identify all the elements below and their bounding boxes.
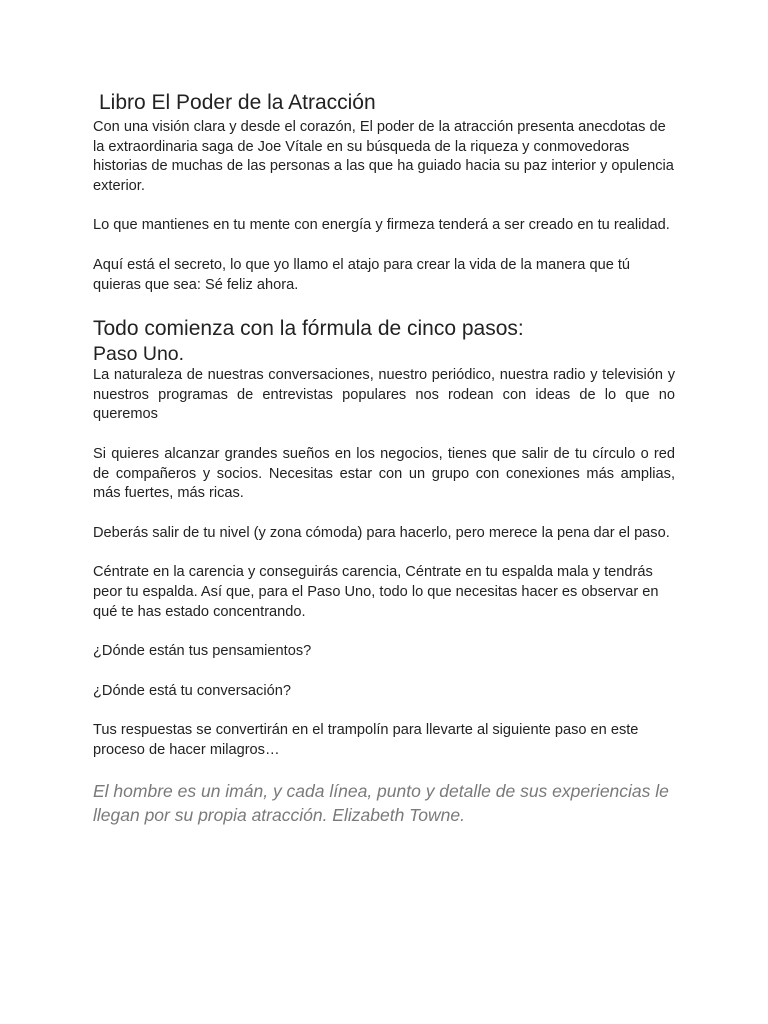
closing-quote: El hombre es un imán, y cada línea, punto y detalle de sus experiencias le llegan por su propia atracción. Elizabeth Towne. — [93, 781, 669, 825]
intro-paragraph: Lo que mantienes en tu mente con energía y firmeza tenderá a ser creado en tu realidad. — [93, 217, 670, 234]
question-paragraph: ¿Dónde están tus pensamientos? — [93, 643, 312, 660]
document-body — [93, 90, 675, 827]
intro-paragraph: Con una visión clara y desde el corazón, El poder de la atracción presenta anecdotas de la extraordinaria saga de Joe Vítale en su búsqueda de la riqueza y conmovedoras historias de muchas de las personas a las que ha guiado hacia su paz interior y opulencia exterior. — [93, 119, 674, 194]
step-paragraph: La naturaleza de nuestras conversaciones, nuestro periódico, nuestra radio y televisión y nuestros programas de entrevistas populares nos rodean con ideas de lo que no queremos — [93, 367, 675, 423]
intro-paragraph: Aquí está el secreto, lo que yo llamo el atajo para crear la vida de la manera que tú quieras que sea: Sé feliz ahora. — [93, 256, 631, 293]
step-paragraph: Deberás salir de tu nivel (y zona cómoda) para hacerlo, pero merece la pena dar el paso. — [93, 524, 670, 541]
document-title: Libro El Poder de la Atracción — [99, 91, 376, 114]
section-heading: Todo comienza con la fórmula de cinco pasos: — [93, 317, 524, 341]
step-heading: Paso Uno. — [93, 343, 185, 366]
step-paragraph: Si quieres alcanzar grandes sueños en los negocios, tienes que salir de tu círculo o red de compañeros y socios. Necesitas estar con un grupo con conexiones más amplias, más fuertes, más ricas. — [93, 445, 675, 502]
question-paragraph: ¿Dónde está tu conversación? — [93, 682, 291, 699]
step-paragraph: Céntrate en la carencia y conseguirás carencia, Céntrate en tu espalda mala y tendrás peor tu espalda. Así que, para el Paso Uno, todo lo que necesitas hacer es observar en qué te has estado concentrando. — [93, 564, 659, 620]
step-paragraph: Tus respuestas se convertirán en el trampolín para llevarte al siguiente paso en este proceso de hacer milagros… — [93, 722, 639, 758]
